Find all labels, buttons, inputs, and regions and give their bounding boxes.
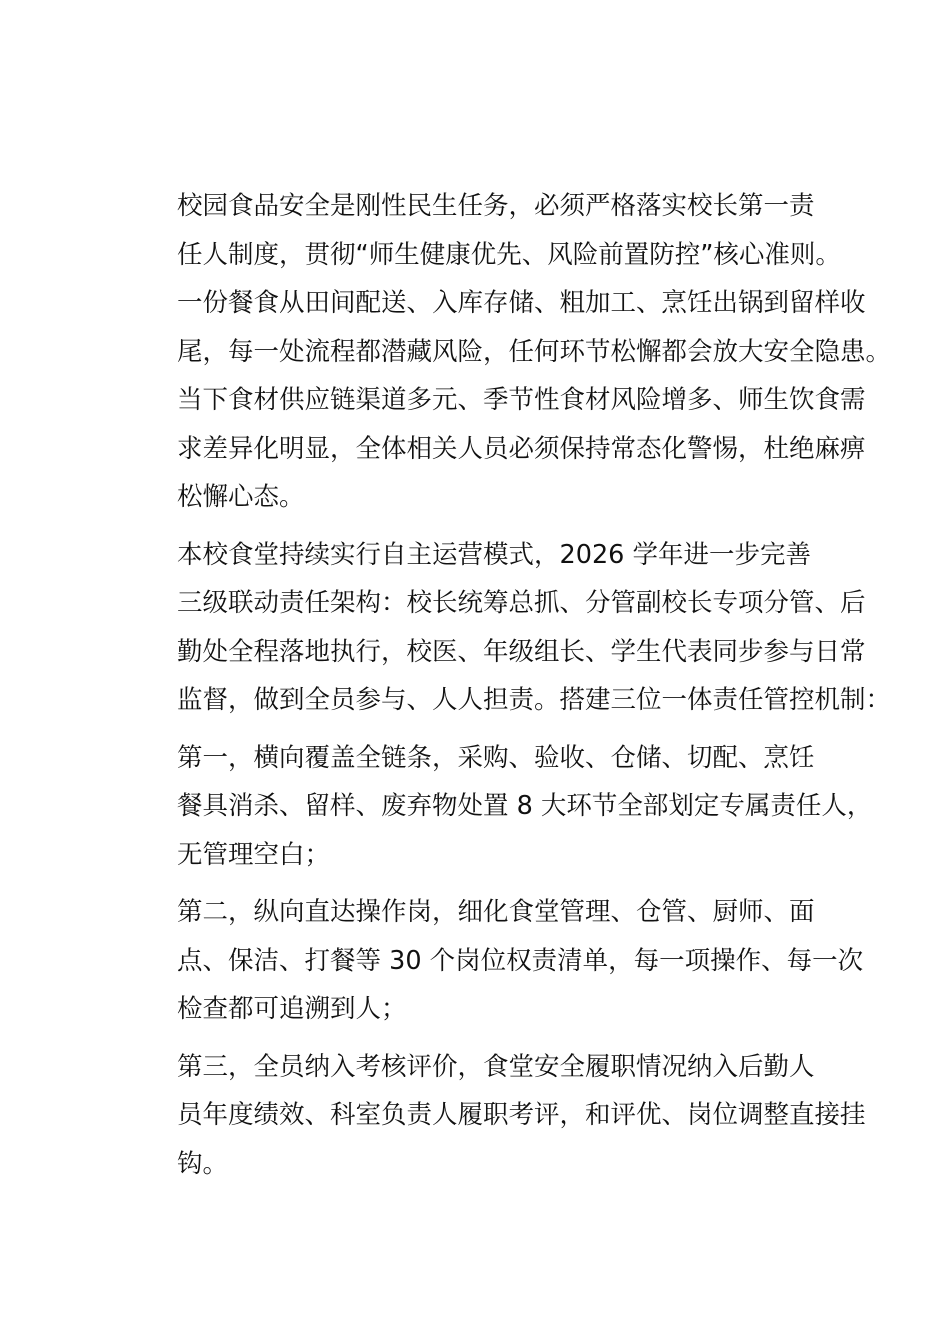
text-line: 求差异化明显，全体相关人员必须保持常态化警惕，杜绝麻痹 [177, 433, 866, 464]
text-line: 任人制度，贯彻“师生健康优先、风险前置防控”核心准则。 [177, 239, 841, 270]
text-line: 员年度绩效、科室负责人履职考评，和评优、岗位调整直接挂 [177, 1100, 866, 1130]
text-line: 尾，每一处流程都潜藏风险，任何环节松懈都会放大安全隐患。 [177, 336, 892, 367]
paragraph-second-mechanism [126, 888, 864, 1034]
text-line: 松懈心态。 [177, 482, 305, 512]
text-line: 第三，全员纳入考核评价，食堂安全履职情况纳入后勤人 [177, 1051, 815, 1082]
text-line: 检查都可追溯到人； [177, 994, 407, 1024]
text-line: 监督，做到全员参与、人人担责。搭建三位一体责任管控机制： [177, 685, 892, 715]
paragraph-first-mechanism [126, 734, 873, 880]
text-line: 第一，横向覆盖全链条，采购、验收、仓储、切配、烹饪 [177, 742, 815, 773]
paragraph-food-safety-responsibility [126, 182, 892, 522]
document-body [126, 182, 892, 1197]
paragraph-third-mechanism [126, 1043, 866, 1189]
text-line: 当下食材供应链渠道多元、季节性食材风险增多、师生饮食需 [177, 385, 866, 415]
text-line: 三级联动责任架构：校长统筹总抓、分管副校长专项分管、后 [177, 588, 866, 618]
text-line: 餐具消杀、留样、废弃物处置 8 大环节全部划定专属责任人， [177, 791, 873, 821]
text-line: 第二，纵向直达操作岗，细化食堂管理、仓管、厨师、面 [177, 897, 815, 927]
text-line: 本校食堂持续实行自主运营模式，2026 学年进一步完善 [177, 539, 812, 570]
text-line: 无管理空白； [177, 839, 331, 870]
text-line: 校园食品安全是刚性民生任务，必须严格落实校长第一责 [177, 191, 815, 221]
text-line: 钩。 [177, 1148, 229, 1179]
text-line: 勤处全程落地执行，校医、年级组长、学生代表同步参与日常 [177, 636, 866, 667]
text-line: 一份餐食从田间配送、入库存储、粗加工、烹饪出锅到留样收 [177, 288, 866, 318]
text-line: 点、保洁、打餐等 30 个岗位权责清单，每一项操作、每一次 [177, 945, 864, 976]
paragraph-canteen-operation-model [126, 531, 892, 725]
